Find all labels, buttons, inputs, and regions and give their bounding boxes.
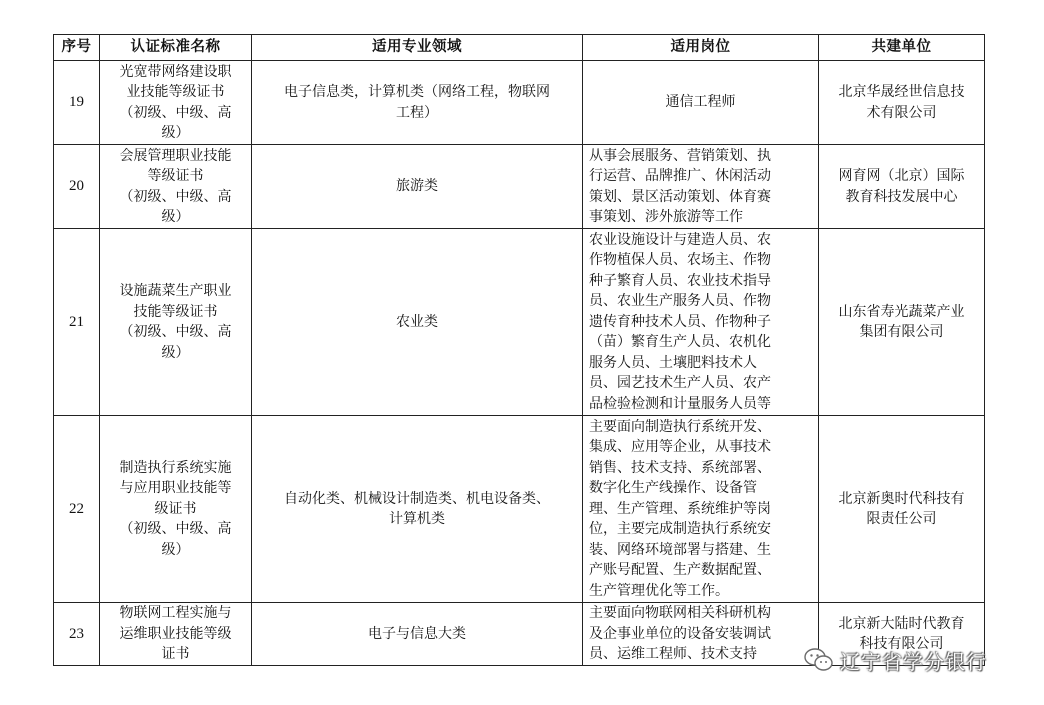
applicable-post-cell-line: 品检验检测和计量服务人员等 bbox=[589, 395, 771, 412]
applicable-post-cell-line: 通信工程师 bbox=[665, 94, 736, 111]
serial-number-cell: 20 bbox=[54, 145, 100, 229]
applicable-post-cell-line: 销售、技术支持、系统部署、 bbox=[589, 459, 771, 476]
co-builder-cell-line: 北京华晟经世信息技 bbox=[838, 84, 965, 100]
applicable-post-cell-line: 遗传育种技术人员、作物种子 bbox=[589, 313, 771, 330]
applicable-field-cell-line: 工程） bbox=[396, 104, 438, 121]
applicable-post-cell-line: 产账号配置、生产数据配置、 bbox=[589, 562, 771, 579]
applicable-field-cell bbox=[252, 416, 583, 603]
applicable-post-cell-line: 员、运维工程师、技术支持 bbox=[589, 646, 757, 663]
co-builder-cell-line: 集团有限公司 bbox=[859, 324, 944, 340]
applicable-field-cell-line: 自动化类、机械设计制造类、机电设备类、 bbox=[284, 490, 550, 507]
applicable-post-cell-line: 主要面向物联网相关科研机构 bbox=[589, 605, 771, 622]
standard-name-cell-line: （初级、中级、高 bbox=[119, 104, 232, 121]
applicable-field-cell-line: 电子信息类，计算机类（网络工程，物联网 bbox=[284, 84, 550, 100]
standard-name-cell-line: 设施蔬菜生产职业 bbox=[119, 283, 232, 299]
standard-name-cell-line: 运维职业技能等级 bbox=[119, 625, 232, 642]
standard-name-cell-line: （初级、中级、高 bbox=[119, 188, 232, 205]
header-applicable-post: 适用岗位 bbox=[583, 35, 819, 61]
applicable-field-cell bbox=[252, 61, 583, 145]
applicable-post-cell bbox=[583, 416, 819, 603]
applicable-post-cell-line: 员、园艺技术生产人员、农产 bbox=[589, 375, 771, 392]
applicable-post-cell-line: 集成、应用等企业，从事技术 bbox=[589, 439, 771, 456]
standard-name-cell-line: 制造执行系统实施 bbox=[119, 459, 232, 476]
applicable-post-cell-line: 员、农业生产服务人员、作物 bbox=[589, 293, 771, 310]
applicable-post-cell-line: 装、网络环境部署与搭建、生 bbox=[589, 541, 771, 558]
standard-name-cell-line: 级） bbox=[161, 209, 190, 225]
serial-number-cell: 23 bbox=[54, 603, 100, 666]
standard-name-cell-line: 级证书 bbox=[154, 500, 197, 517]
standard-name-cell-line: 业技能等级证书 bbox=[126, 84, 225, 100]
applicable-field-cell bbox=[252, 145, 583, 229]
standard-name-cell-line: 级） bbox=[161, 541, 190, 558]
co-builder-cell bbox=[819, 416, 985, 603]
standard-name-cell bbox=[100, 416, 252, 603]
co-builder-cell-line: 限责任公司 bbox=[866, 511, 937, 527]
certification-table bbox=[53, 34, 985, 666]
applicable-post-cell-line: 行运营、品牌推广、休闲活动 bbox=[589, 168, 771, 184]
applicable-post-cell-line: 作物植保人员、农场主、作物 bbox=[589, 252, 771, 269]
standard-name-cell-line: 与应用职业技能等 bbox=[119, 480, 232, 497]
applicable-post-cell-line: 理、生产管理、系统维护等岗 bbox=[589, 500, 771, 517]
standard-name-cell-line: 级） bbox=[161, 125, 190, 141]
standard-name-cell bbox=[100, 603, 252, 666]
header-serial-number: 序号 bbox=[54, 35, 100, 61]
co-builder-cell bbox=[819, 229, 985, 416]
co-builder-cell-line: 网育网（北京）国际 bbox=[838, 168, 965, 184]
applicable-field-cell-line: 农业类 bbox=[396, 313, 438, 330]
applicable-field-cell-line: 电子与信息大类 bbox=[368, 625, 466, 642]
co-builder-cell-line: 山东省寿光蔬菜产业 bbox=[838, 303, 965, 320]
serial-number-cell: 21 bbox=[54, 229, 100, 416]
applicable-post-cell-line: 从事会展服务、营销策划、执 bbox=[589, 147, 771, 164]
applicable-field-cell-line: 旅游类 bbox=[396, 178, 438, 195]
standard-name-cell-line: 等级证书 bbox=[147, 168, 204, 184]
applicable-post-cell bbox=[583, 229, 819, 416]
co-builder-cell-line: 教育科技发展中心 bbox=[845, 188, 958, 205]
watermark bbox=[804, 643, 987, 677]
applicable-post-cell-line: （苗）繁育生产人员、农机化 bbox=[589, 334, 771, 351]
applicable-post-cell-line: 服务人员、土壤肥料技术人 bbox=[589, 354, 757, 371]
standard-name-cell bbox=[100, 61, 252, 145]
wechat-icon bbox=[804, 647, 834, 673]
applicable-post-cell-line: 策划、景区活动策划、体育赛 bbox=[589, 188, 771, 205]
co-builder-cell-line: 术有限公司 bbox=[866, 104, 937, 121]
applicable-field-cell-line: 计算机类 bbox=[389, 511, 445, 527]
applicable-field-cell bbox=[252, 229, 583, 416]
applicable-post-cell-line: 数字化生产线操作、设备管 bbox=[589, 480, 757, 497]
standard-name-cell bbox=[100, 145, 252, 229]
standard-name-cell-line: 光宽带网络建设职 bbox=[119, 63, 232, 80]
standard-name-cell-line: 会展管理职业技能 bbox=[119, 147, 232, 164]
standard-name-cell bbox=[100, 229, 252, 416]
applicable-post-cell bbox=[583, 603, 819, 666]
applicable-post-cell-line: 事策划、涉外旅游等工作 bbox=[589, 209, 743, 225]
applicable-post-cell-line: 农业设施设计与建造人员、农 bbox=[589, 231, 771, 248]
applicable-post-cell bbox=[583, 145, 819, 229]
co-builder-cell-line: 北京新大陆时代教育 bbox=[838, 615, 965, 632]
header-applicable-field: 适用专业领域 bbox=[252, 35, 583, 61]
standard-name-cell-line: 级） bbox=[161, 344, 190, 361]
co-builder-cell bbox=[819, 61, 985, 145]
header-co-builder: 共建单位 bbox=[819, 35, 985, 61]
table-row bbox=[54, 416, 985, 603]
co-builder-cell-line: 科技有限公司 bbox=[859, 636, 944, 652]
header-standard-name: 认证标准名称 bbox=[100, 35, 252, 61]
standard-name-cell-line: 证书 bbox=[161, 646, 190, 663]
serial-number-cell: 22 bbox=[54, 416, 100, 603]
co-builder-cell bbox=[819, 145, 985, 229]
table-row bbox=[54, 61, 985, 145]
standard-name-cell-line: （初级、中级、高 bbox=[119, 324, 232, 340]
serial-number-cell: 19 bbox=[54, 61, 100, 145]
applicable-post-cell-line: 种子繁育人员、农业技术指导 bbox=[589, 272, 771, 289]
co-builder-cell-line: 北京新奥时代科技有 bbox=[838, 490, 965, 507]
applicable-post-cell-line: 生产管理优化等工作。 bbox=[589, 582, 729, 599]
applicable-post-cell bbox=[583, 61, 819, 145]
table-row bbox=[54, 145, 985, 229]
applicable-field-cell bbox=[252, 603, 583, 666]
watermark-text: 辽宁省学分银行 bbox=[840, 649, 987, 674]
applicable-post-cell-line: 主要面向制造执行系统开发、 bbox=[589, 418, 771, 435]
table-row bbox=[54, 229, 985, 416]
applicable-post-cell-line: 位，主要完成制造执行系统安 bbox=[589, 521, 771, 538]
standard-name-cell-line: 物联网工程实施与 bbox=[119, 605, 232, 622]
standard-name-cell-line: （初级、中级、高 bbox=[119, 521, 232, 538]
standard-name-cell-line: 技能等级证书 bbox=[133, 303, 218, 320]
table-header-row bbox=[54, 35, 985, 61]
applicable-post-cell-line: 及企事业单位的设备安装调试 bbox=[589, 625, 771, 642]
